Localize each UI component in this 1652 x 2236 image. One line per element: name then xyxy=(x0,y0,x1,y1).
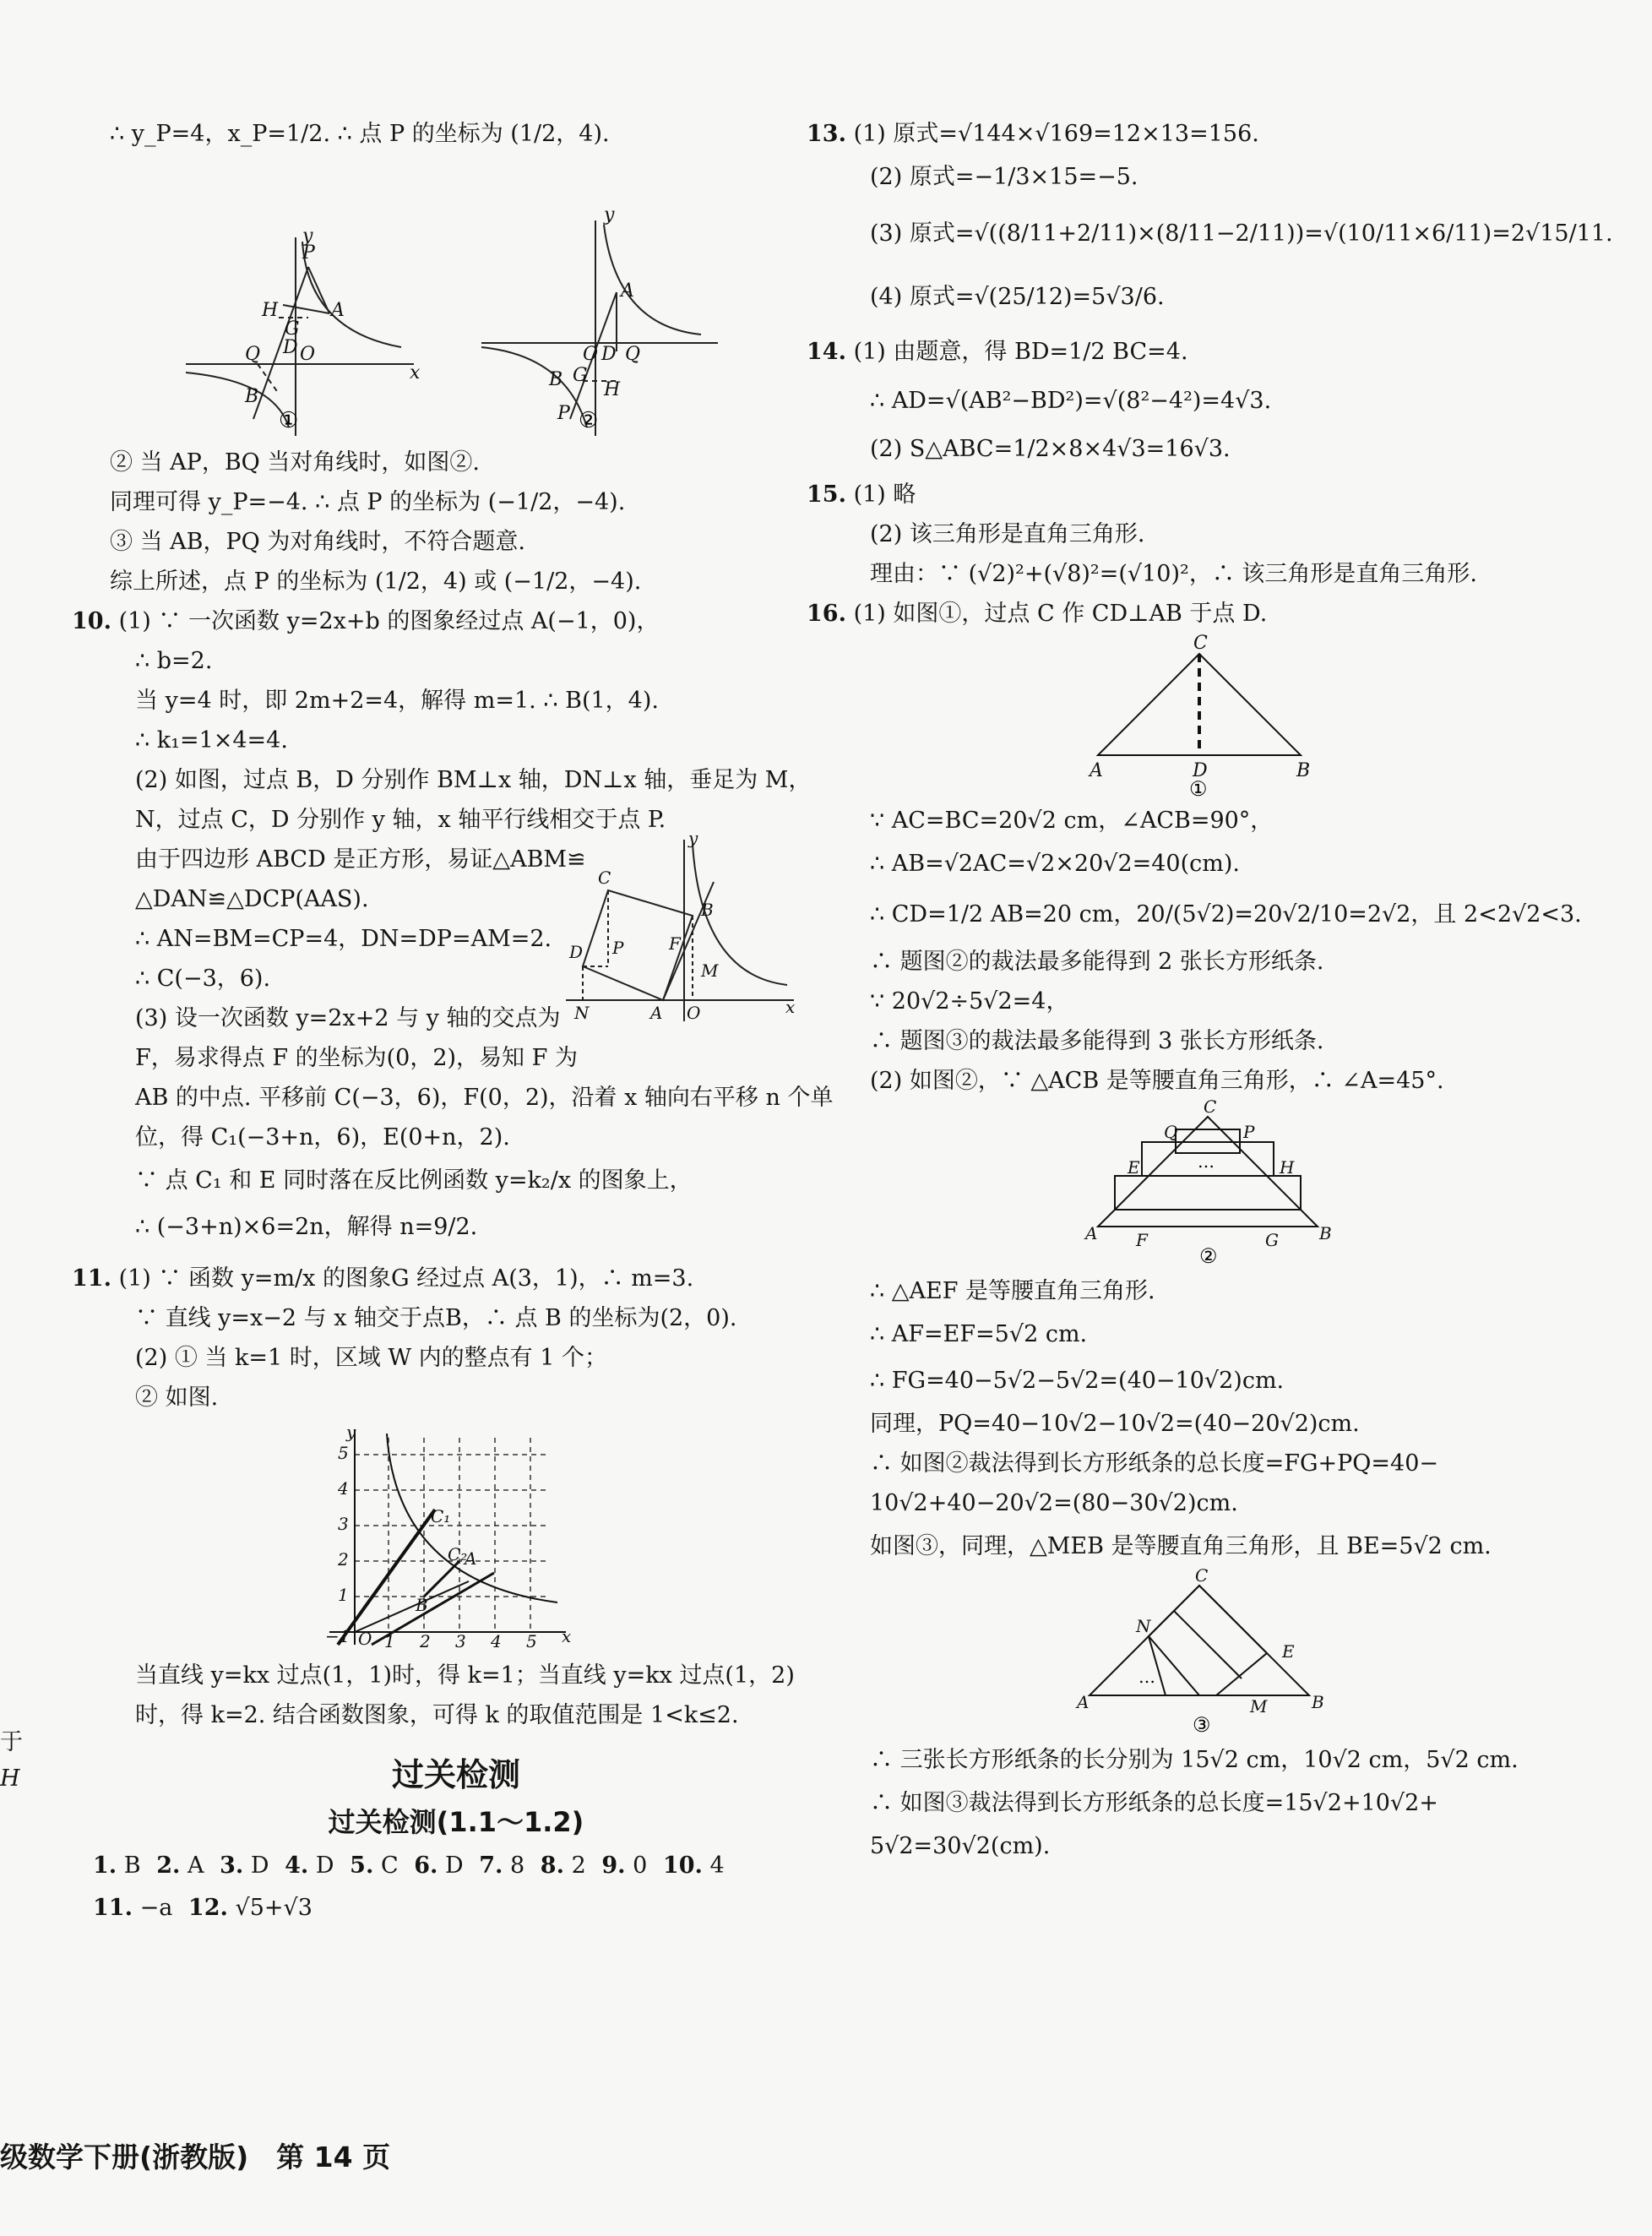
svg-text:G: G xyxy=(285,318,300,340)
svg-text:N: N xyxy=(574,1003,590,1023)
svg-text:C₁: C₁ xyxy=(431,1506,451,1526)
svg-text:G: G xyxy=(1265,1230,1279,1250)
text-line: 综上所述，点 P 的坐标为 (1/2，4) 或 (−1/2，−4). xyxy=(110,569,642,595)
text-line: 当直线 y=kx 过点(1，1)时，得 k=1；当直线 y=kx 过点(1，2) xyxy=(135,1662,795,1689)
svg-text:H: H xyxy=(604,379,621,400)
triangle-strips-figure-2 xyxy=(1081,1096,1334,1268)
text-line: 10√2+40−20√2=(80−30√2)cm. xyxy=(870,1490,1238,1516)
text-line: ∴ 题图③的裁法最多能得到 3 张长方形纸条. xyxy=(870,1028,1324,1054)
text-line: ∴ k₁=1×4=4. xyxy=(135,727,288,753)
svg-text:F: F xyxy=(1136,1230,1148,1250)
svg-text:x: x xyxy=(562,1626,572,1646)
figure-graphs-p xyxy=(110,157,802,436)
question-number: 11. xyxy=(72,1265,111,1292)
svg-text:Q: Q xyxy=(1164,1122,1178,1142)
triangle-strips-figure-3 xyxy=(1073,1565,1334,1737)
text-line: 由于四边形 ABCD 是正方形，易证△ABM≌ xyxy=(135,846,586,873)
figure-caption: ② xyxy=(1199,1244,1218,1268)
svg-text:Q: Q xyxy=(245,344,261,365)
figure-grid-graph xyxy=(110,1421,802,1649)
text-line: ∴ AF=EF=5√2 cm. xyxy=(870,1321,1088,1347)
text-line: N，过点 C，D 分别作 y 轴，x 轴平行线相交于点 P. xyxy=(135,807,666,833)
answer-num: 10. xyxy=(662,1852,703,1879)
text-line: ∴ 如图②裁法得到长方形纸条的总长度=FG+PQ=40− xyxy=(870,1450,1439,1477)
text-line: ∴ (−3+n)×6=2n，解得 n=9/2. xyxy=(135,1214,478,1240)
svg-text:y: y xyxy=(604,204,615,226)
text-line: ∴ △AEF 是等腰直角三角形. xyxy=(870,1278,1155,1304)
lattice-graph xyxy=(321,1421,574,1649)
svg-text:C: C xyxy=(598,868,611,888)
answer-num: 3. xyxy=(220,1852,244,1879)
text-span: (1) ∵ 一次函数 y=2x+b 的图象经过点 A(−1，0)， xyxy=(118,608,660,634)
text-line: (2) S△ABC=1/2×8×4√3=16√3. xyxy=(870,436,1231,462)
svg-text:G: G xyxy=(573,365,588,386)
text-line: ② 如图. xyxy=(135,1385,219,1411)
svg-text:y: y xyxy=(302,226,313,247)
text-line: ∴ FG=40−5√2−5√2=(40−10√2)cm. xyxy=(870,1368,1285,1394)
text-span: (1) 原式=√144×√169=12×13=156. xyxy=(853,121,1259,147)
right-column xyxy=(807,114,1613,1866)
q10-block xyxy=(110,828,802,1078)
text-line: AB 的中点. 平移前 C(−3，6)，F(0，2)，沿着 x 轴向右平移 n 个单 xyxy=(135,1085,834,1111)
svg-text:B: B xyxy=(416,1595,428,1615)
svg-text:D: D xyxy=(601,344,617,365)
figure-caption: ① xyxy=(1189,777,1208,801)
svg-text:P: P xyxy=(612,938,624,958)
text-line: 理由：∵ (√2)²+(√8)²=(√10)²，∴ 该三角形是直角三角形. xyxy=(870,561,1477,587)
triangle-cd-figure xyxy=(1081,633,1318,801)
square-graph xyxy=(566,828,796,1026)
text-line: ② 当 AP，BQ 当对角线时，如图②. xyxy=(110,449,480,476)
text-line: 5√2=30√2(cm). xyxy=(870,1833,1051,1859)
answer-val: D xyxy=(315,1852,334,1879)
text-line: (2) 该三角形是直角三角形. xyxy=(870,521,1145,547)
answer-num: 5. xyxy=(350,1852,374,1879)
answer-val: B xyxy=(123,1852,141,1879)
svg-text:D: D xyxy=(1193,760,1208,781)
question-15 xyxy=(807,475,1537,514)
svg-text:A: A xyxy=(465,1548,477,1569)
svg-text:M: M xyxy=(1250,1696,1268,1716)
question-number: 13. xyxy=(807,121,846,147)
svg-text:C: C xyxy=(1204,1096,1217,1117)
svg-text:P: P xyxy=(1243,1122,1255,1142)
svg-text:5: 5 xyxy=(526,1631,537,1651)
text-line: 当 y=4 时，即 2m+2=4，解得 m=1. ∴ B(1，4). xyxy=(135,688,659,714)
svg-text:B: B xyxy=(549,369,563,390)
svg-text:D: D xyxy=(283,337,298,358)
svg-text:M: M xyxy=(701,960,719,981)
question-13 xyxy=(807,114,1537,154)
text-line: ∵ 点 C₁ 和 E 同时落在反比例函数 y=k₂/x 的图象上， xyxy=(135,1167,693,1194)
svg-text:1: 1 xyxy=(384,1631,395,1651)
text-line: ∴ 如图③裁法得到长方形纸条的总长度=15√2+10√2+ xyxy=(870,1790,1438,1816)
question-14 xyxy=(807,327,1537,378)
svg-text:2: 2 xyxy=(338,1549,349,1570)
text-span: (1) 略 xyxy=(853,481,916,508)
text-span: (1) 如图①，过点 C 作 CD⊥AB 于点 D. xyxy=(853,601,1268,627)
answer-num: 12. xyxy=(187,1895,228,1921)
figure-caption: ③ xyxy=(1193,1713,1211,1737)
figure-label-1: ① xyxy=(279,408,299,433)
svg-text:A: A xyxy=(331,300,345,321)
svg-text:4: 4 xyxy=(338,1478,349,1499)
text-line: 时，得 k=2. 结合函数图象，可得 k 的取值范围是 1<k≤2. xyxy=(135,1702,739,1728)
answer-val: A xyxy=(187,1852,204,1879)
svg-text:x: x xyxy=(785,997,796,1017)
text-line: ∴ AB=√2AC=√2×20√2=40(cm). xyxy=(870,851,1240,877)
svg-text:B: B xyxy=(1319,1223,1332,1243)
svg-text:H: H xyxy=(262,300,279,321)
text-line: (3) 设一次函数 y=2x+2 与 y 轴的交点为 xyxy=(135,1005,561,1031)
svg-text:B: B xyxy=(1312,1692,1324,1712)
text-span: (1) 由题意，得 BD=1/2 BC=4. xyxy=(853,339,1188,365)
svg-text:P: P xyxy=(557,403,570,424)
figure-16-2 xyxy=(845,1096,1537,1268)
text-line: 同理可得 y_P=−4. ∴ 点 P 的坐标为 (−1/2，−4). xyxy=(110,489,626,515)
question-number: 10. xyxy=(72,608,111,634)
question-16 xyxy=(807,594,1537,634)
text-line: ∴ y_P=4，x_P=1/2. ∴ 点 P 的坐标为 (1/2，4). xyxy=(110,121,610,147)
text-line: ∴ AN=BM=CP=4，DN=DP=AM=2. xyxy=(135,926,552,952)
svg-text:O: O xyxy=(687,1003,701,1023)
answer-row-2 xyxy=(84,1887,802,1929)
text-line: △DAN≌△DCP(AAS). xyxy=(135,886,369,912)
answer-val: 2 xyxy=(571,1852,586,1879)
svg-text:B: B xyxy=(1296,760,1311,781)
svg-text:P: P xyxy=(302,242,315,264)
answer-val: 0 xyxy=(633,1852,648,1879)
text-line: F，易求得点 F 的坐标为(0，2)，易知 F 为 xyxy=(135,1045,578,1071)
figure-16-1 xyxy=(845,633,1537,801)
svg-text:C: C xyxy=(1195,1565,1209,1586)
text-line: 同理，PQ=40−10√2−10√2=(40−20√2)cm. xyxy=(870,1411,1360,1437)
section-subtitle: 过关检测(1.1～1.2) xyxy=(328,1806,584,1838)
answer-num: 9. xyxy=(601,1852,626,1879)
answer-num: 8. xyxy=(540,1852,564,1879)
answer-num: 6. xyxy=(414,1852,438,1879)
margin-fragment: 于 xyxy=(0,1729,23,1755)
answer-val: √5+√3 xyxy=(235,1895,312,1921)
answer-val: C xyxy=(380,1852,399,1879)
answer-val: D xyxy=(444,1852,464,1879)
question-number: 14. xyxy=(807,339,846,365)
svg-text:…: … xyxy=(1138,1667,1155,1687)
section-title: 过关检测 xyxy=(391,1756,520,1793)
answer-val: D xyxy=(250,1852,269,1879)
text-line: (4) 原式=√(25/12)=5√3/6. xyxy=(870,284,1165,310)
svg-text:H: H xyxy=(1280,1157,1295,1178)
text-line: ∴ b=2. xyxy=(135,648,213,674)
svg-text:C₂: C₂ xyxy=(448,1544,468,1564)
svg-text:O: O xyxy=(358,1629,372,1649)
text-line: 位，得 C₁(−3+n，6)，E(0+n，2). xyxy=(135,1124,510,1151)
svg-text:5: 5 xyxy=(338,1443,349,1463)
text-span: (1) ∵ 函数 y=m/x 的图象G 经过点 A(3，1)，∴ m=3. xyxy=(118,1265,694,1292)
svg-text:C: C xyxy=(1193,633,1208,654)
svg-text:y: y xyxy=(688,828,698,848)
svg-text:1: 1 xyxy=(338,1585,349,1605)
answer-num: 2. xyxy=(156,1852,181,1879)
svg-text:O: O xyxy=(583,344,599,365)
answer-num: 1. xyxy=(93,1852,117,1879)
svg-text:3: 3 xyxy=(338,1514,349,1534)
text-line: ③ 当 AB，PQ 为对角线时，不符合题意. xyxy=(110,529,525,555)
svg-text:E: E xyxy=(1282,1641,1295,1662)
figure-16-3 xyxy=(845,1565,1537,1737)
answer-num: 7. xyxy=(479,1852,503,1879)
page-footer: 级数学下册(浙教版) 第 14 页 xyxy=(0,2141,391,2173)
question-number: 15. xyxy=(807,481,846,508)
answer-val: 4 xyxy=(709,1852,725,1879)
answer-num: 4. xyxy=(285,1852,309,1879)
svg-text:3: 3 xyxy=(455,1631,466,1651)
svg-text:O: O xyxy=(300,344,316,365)
svg-text:B: B xyxy=(245,386,259,407)
answer-row-1 xyxy=(84,1845,802,1887)
text-line: (3) 原式=√((8/11+2/11)×(8/11−2/11))=√(10/11×6/11)=2√15/11. xyxy=(870,220,1613,247)
svg-text:2: 2 xyxy=(420,1631,431,1651)
text-line: (2) ① 当 k=1 时，区域 W 内的整点有 1 个； xyxy=(135,1345,607,1371)
svg-text:x: x xyxy=(410,362,421,384)
svg-text:A: A xyxy=(621,280,634,302)
svg-text:A: A xyxy=(1077,1692,1090,1712)
svg-text:A: A xyxy=(650,1003,663,1023)
svg-text:A: A xyxy=(1085,1223,1098,1243)
svg-text:4: 4 xyxy=(491,1631,502,1651)
svg-text:y: y xyxy=(346,1422,356,1442)
text-line: ∴ CD=1/2 AB=20 cm，20/(5√2)=20√2/10=2√2，且 2<2√2<3. xyxy=(870,901,1582,928)
svg-text:F: F xyxy=(669,933,681,954)
answer-num: 11. xyxy=(93,1895,133,1921)
svg-text:A: A xyxy=(1090,760,1103,781)
text-line: 如图③，同理，△MEB 是等腰直角三角形，且 BE=5√2 cm. xyxy=(870,1533,1492,1559)
text-line: ∴ AD=√(AB²−BD²)=√(8²−4²)=4√3. xyxy=(870,388,1272,414)
answer-val: 8 xyxy=(510,1852,525,1879)
svg-text:…: … xyxy=(1198,1151,1215,1172)
svg-text:E: E xyxy=(1128,1157,1140,1178)
text-line: ∵ 20√2÷5√2=4， xyxy=(870,988,1069,1015)
text-line: (2) 如图②，∵ △ACB 是等腰直角三角形，∴ ∠A=45°. xyxy=(870,1068,1444,1094)
answer-val: −a xyxy=(139,1895,173,1921)
text-line: ∴ C(−3，6). xyxy=(135,966,271,992)
text-line: (2) 原式=−1/3×15=−5. xyxy=(870,164,1138,190)
question-number: 16. xyxy=(807,601,846,627)
hyperbola-figures xyxy=(110,157,701,436)
svg-text:D: D xyxy=(569,942,584,962)
svg-text:N: N xyxy=(1136,1616,1151,1636)
text-line: (2) 如图，过点 B，D 分别作 BM⊥x 轴，DN⊥x 轴，垂足为 M， xyxy=(135,767,812,793)
text-line: ∴ 题图②的裁法最多能得到 2 张长方形纸条. xyxy=(870,949,1324,975)
text-line: ∵ AC=BC=20√2 cm，∠ACB=90°， xyxy=(870,808,1274,834)
svg-text:Q: Q xyxy=(625,344,641,365)
svg-text:−1: −1 xyxy=(325,1626,351,1646)
question-11 xyxy=(72,1259,802,1298)
text-line: ∵ 直线 y=x−2 与 x 轴交于点B，∴ 点 B 的坐标为(2，0). xyxy=(135,1305,737,1331)
question-10 xyxy=(72,601,802,641)
text-line: ∴ 三张长方形纸条的长分别为 15√2 cm，10√2 cm，5√2 cm. xyxy=(870,1747,1519,1773)
svg-text:B: B xyxy=(701,900,714,920)
figure-label-2: ② xyxy=(579,408,599,433)
margin-fragment: H xyxy=(0,1765,20,1792)
